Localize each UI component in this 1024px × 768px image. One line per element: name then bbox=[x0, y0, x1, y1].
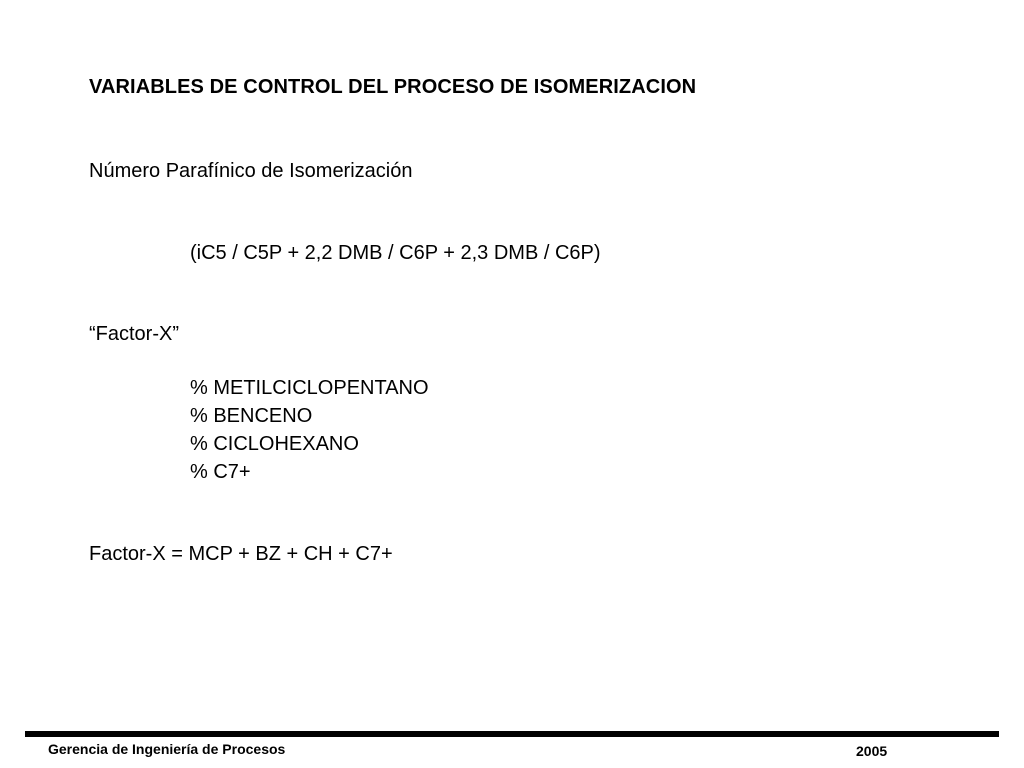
slide-title: VARIABLES DE CONTROL DEL PROCESO DE ISOMERIZACION bbox=[89, 76, 697, 98]
component-item: % C7+ bbox=[190, 461, 251, 483]
factor-x-label: “Factor-X” bbox=[89, 323, 179, 345]
factor-x-components bbox=[190, 374, 429, 486]
component-item: % CICLOHEXANO bbox=[190, 433, 359, 455]
footer-year: 2005 bbox=[856, 743, 888, 759]
footer-divider bbox=[25, 731, 999, 737]
numero-parafinico-formula: (iC5 / C5P + 2,2 DMB / C6P + 2,3 DMB / C6P) bbox=[190, 242, 601, 264]
component-item: % METILCICLOPENTANO bbox=[190, 377, 429, 399]
component-item: % BENCENO bbox=[190, 405, 313, 427]
footer-organization: Gerencia de Ingeniería de Procesos bbox=[48, 741, 286, 757]
numero-parafinico-label: Número Parafínico de Isomerización bbox=[89, 160, 413, 182]
factor-x-equation: Factor-X = MCP + BZ + CH + C7+ bbox=[89, 543, 393, 565]
